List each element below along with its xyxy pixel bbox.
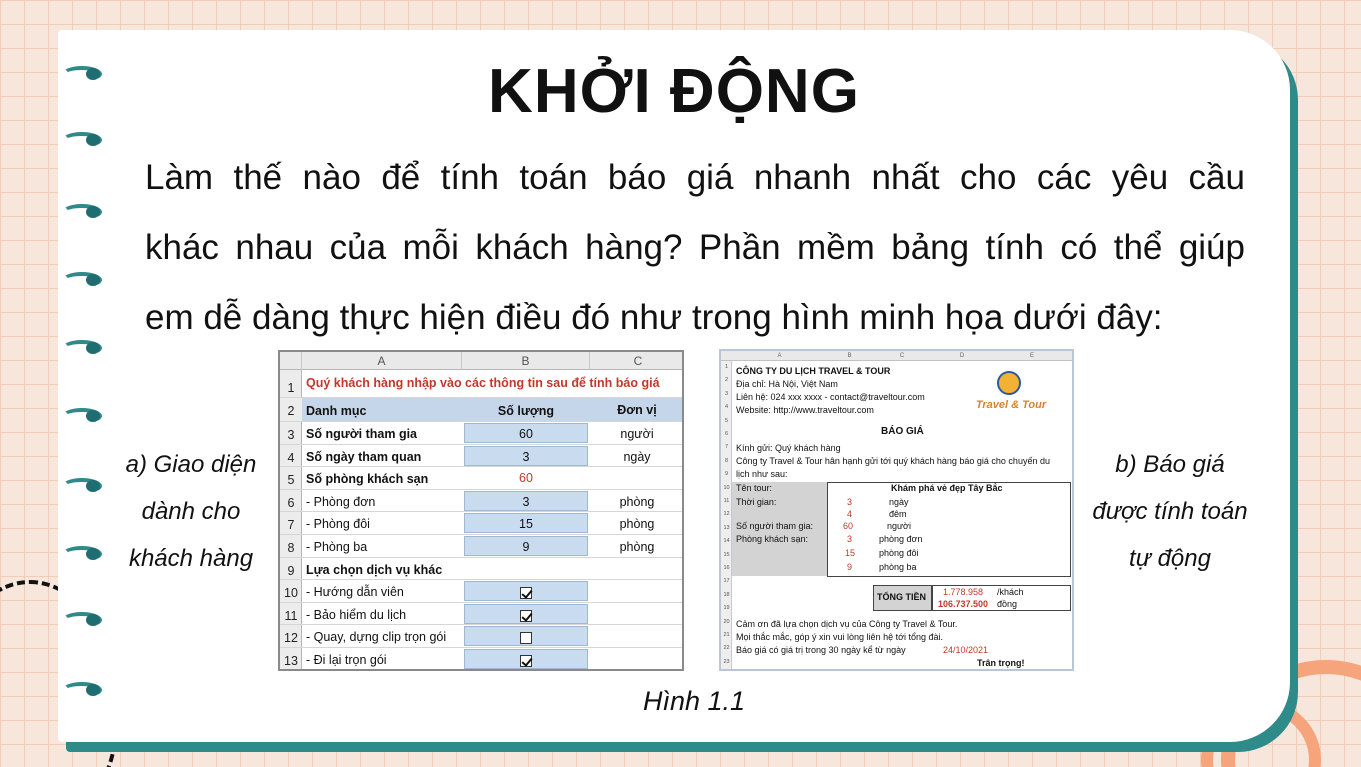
per-person-unit: /khách	[997, 587, 1024, 597]
column-header: A	[777, 353, 782, 359]
days-unit: ngày	[889, 497, 909, 507]
category-cell: Số ngày tham quan	[306, 449, 422, 464]
row-number: 11	[723, 498, 730, 504]
intro-line: Công ty Travel & Tour hân hạnh gửi tới quý khách hàng báo giá cho chuyến du	[736, 456, 1050, 466]
sheet-header-row	[280, 398, 682, 422]
row-number: 3	[724, 390, 729, 397]
label-a-line: a) Giao diện	[125, 451, 257, 478]
sheet-row	[280, 490, 682, 513]
sheet-row	[280, 467, 682, 490]
row-number: 22	[723, 645, 730, 652]
ring-binding	[62, 408, 104, 424]
people-unit: người	[887, 521, 911, 531]
sheet-row	[280, 648, 682, 671]
row-number: 7	[287, 518, 295, 533]
ring-binding	[62, 340, 104, 356]
row-number: 13	[723, 524, 730, 531]
room-single-value: 3	[847, 534, 853, 544]
ring-hole	[86, 480, 100, 492]
row-number: 13	[284, 654, 298, 668]
rooms-label: Phòng khách sạn:	[736, 534, 809, 544]
thanks-note: Cảm ơn đã lựa chọn dịch vụ của Công ty Travel & Tour.	[736, 619, 958, 629]
tour-details-box	[827, 482, 1071, 577]
travel-logo	[973, 369, 1049, 417]
row-number: 10	[284, 586, 298, 601]
figure-caption: Hình 1.1	[642, 686, 746, 716]
ring-hole	[86, 206, 100, 218]
row-number: 20	[723, 618, 730, 625]
intro-line: lịch như sau:	[736, 469, 788, 479]
checkbox-cell[interactable]	[464, 604, 588, 624]
nights-unit: đêm	[889, 509, 907, 519]
category-cell: - Phòng đơn	[306, 494, 376, 509]
row-number: 6	[724, 431, 729, 437]
row-number: 5	[287, 473, 295, 488]
unit-cell: phòng	[619, 540, 655, 554]
quantity-cell: 60	[519, 471, 533, 486]
category-cell: - Hướng dẫn viên	[306, 585, 404, 600]
category-cell: Số phòng khách sạn	[306, 472, 429, 487]
column-header: B	[462, 352, 590, 370]
row-number: 9	[287, 563, 295, 578]
quotation-heading: BÁO GIÁ	[881, 426, 924, 437]
sheet-title: Quý khách hàng nhập vào các thông tin sau để tính báo giá	[306, 376, 660, 390]
row-number: 19	[723, 605, 730, 612]
company-address: Địa chỉ: Hà Nội, Việt Nam	[736, 379, 838, 389]
ring-binding	[62, 546, 104, 562]
row-number: 12	[723, 511, 730, 518]
contact-note: Mọi thắc mắc, góp ý xin vui lòng liên hệ tới tổng đài.	[736, 632, 944, 642]
label-b-line: được tính toán	[1092, 498, 1248, 525]
total-value: 106.737.500	[938, 599, 989, 609]
row-number: 2	[280, 398, 302, 421]
unit-cell: người	[620, 427, 654, 441]
header-category: Danh mục	[306, 404, 367, 418]
customer-input-sheet	[278, 350, 684, 671]
row-number: 23	[723, 658, 730, 665]
unchecked-checkbox[interactable]	[520, 632, 532, 644]
sheet-row	[280, 422, 682, 445]
quantity-cell[interactable]: 9	[464, 536, 588, 556]
quantity-cell[interactable]: 60	[464, 423, 588, 443]
ring-binding	[62, 478, 104, 494]
category-cell: Số người tham gia	[306, 427, 417, 441]
signoff: Trân trọng!	[977, 658, 1025, 668]
validity-note: Báo giá có giá trị trong 30 ngày kể từ ngày	[736, 645, 906, 655]
tour-name: Khám phá vẻ đẹp Tây Bắc	[891, 483, 1003, 493]
row-number: 1	[287, 381, 295, 395]
row-number: 16	[723, 565, 730, 571]
sheet-row	[280, 603, 682, 626]
column-header: C	[899, 353, 905, 359]
checked-checkbox[interactable]	[520, 610, 532, 622]
label-b-line: b) Báo giá	[1115, 451, 1225, 478]
row-number: 18	[723, 591, 730, 598]
corner-cell	[280, 352, 302, 370]
quote-date: 24/10/2021	[943, 645, 989, 655]
label-a-line: khách hàng	[128, 545, 254, 572]
paragraph-line: khác nhau của mỗi khách hàng? Phần mềm bảng tính có thể giúp	[145, 228, 1245, 267]
column-header: C	[633, 354, 643, 368]
header-quantity: Số lượng	[497, 404, 555, 418]
quantity-cell	[464, 559, 588, 579]
unit-cell: phòng	[619, 494, 655, 509]
header-unit: Đơn vị	[617, 403, 657, 417]
people-label: Số người tham gia:	[736, 521, 813, 531]
column-header-row	[280, 352, 682, 370]
sheet-row	[280, 580, 682, 603]
ring-binding	[62, 612, 104, 628]
total-unit: đồng	[997, 599, 1018, 609]
column-header: D	[959, 353, 965, 359]
sheet-row	[280, 370, 682, 398]
intro-paragraph	[145, 143, 1245, 353]
unit-cell: phòng	[619, 517, 655, 532]
sheet-row	[280, 535, 682, 558]
ring-hole	[86, 614, 100, 626]
company-contact: Liên hệ: 024 xxx xxxx - contact@traveltour.com	[736, 392, 925, 402]
sheet-row	[280, 445, 682, 468]
ring-hole	[86, 410, 100, 422]
company-name: CÔNG TY DU LỊCH TRAVEL & TOUR	[736, 366, 891, 376]
ring-hole	[86, 134, 100, 146]
sheet-row	[280, 558, 682, 581]
checkbox-cell[interactable]	[464, 581, 588, 601]
globe-icon	[997, 371, 1021, 395]
category-cell: - Phòng ba	[306, 540, 368, 554]
sheet-row	[280, 625, 682, 648]
row-number: 4	[287, 450, 295, 465]
slide-title: KHỞI ĐỘNG	[488, 57, 860, 126]
column-header: A	[302, 352, 462, 370]
row-number: 3	[287, 428, 295, 442]
sheet-row	[280, 512, 682, 535]
row-number: 4	[724, 404, 729, 411]
row-number: 17	[723, 578, 730, 585]
per-person-value: 1.778.958	[943, 587, 984, 597]
row-number: 8	[724, 457, 729, 464]
days-value: 3	[847, 497, 853, 507]
quantity-cell[interactable]: 3	[464, 446, 588, 466]
row-number: 9	[724, 471, 729, 478]
quantity-cell[interactable]: 3	[464, 491, 588, 511]
room-triple-unit: phòng ba	[879, 562, 917, 572]
ring-hole	[86, 342, 100, 354]
quotation-sheet	[719, 349, 1074, 671]
category-cell: - Bảo hiểm du lịch	[306, 607, 407, 622]
label-a-line: dành cho	[141, 498, 241, 525]
paragraph-line: em dễ dàng thực hiện điều đó như trong hình minh họa dưới đây:	[145, 298, 1163, 337]
column-header: B	[847, 353, 852, 359]
checked-checkbox[interactable]	[520, 587, 532, 599]
room-triple-value: 9	[847, 562, 853, 572]
row-number: 15	[723, 551, 730, 558]
row-number: 8	[287, 541, 295, 555]
tour-label: Tên tour:	[736, 483, 773, 493]
room-double-value: 15	[845, 548, 856, 558]
ring-binding	[62, 132, 104, 148]
row-number: 12	[284, 631, 298, 646]
label-b	[1078, 441, 1262, 582]
ring-hole	[86, 274, 100, 286]
label-a	[112, 441, 270, 582]
row-number: 6	[287, 495, 295, 510]
category-cell: - Quay, dựng clip trọn gói	[306, 630, 447, 645]
column-header: E	[1029, 353, 1034, 359]
ring-hole	[86, 548, 100, 560]
time-label: Thời gian:	[736, 497, 777, 507]
row-number: 21	[723, 632, 730, 638]
category-cell: - Đi lại trọn gói	[306, 653, 387, 667]
nights-value: 4	[847, 509, 853, 519]
label-b-line: tự động	[1129, 545, 1211, 572]
row-number: 2	[724, 377, 729, 384]
ring-binding	[62, 204, 104, 220]
row-number: 11	[284, 608, 298, 623]
checkbox-cell[interactable]	[464, 649, 588, 669]
category-cell: Lựa chọn dịch vụ khác	[306, 562, 443, 577]
room-single-unit: phòng đơn	[879, 534, 923, 544]
row-number: 7	[724, 444, 729, 451]
checked-checkbox[interactable]	[520, 655, 532, 667]
quantity-cell[interactable]: 15	[464, 513, 588, 533]
column-header-row	[721, 351, 1072, 361]
room-double-unit: phòng đôi	[879, 548, 919, 558]
checkbox-cell[interactable]	[464, 626, 588, 646]
row-number: 5	[724, 417, 729, 424]
logo-text: Travel & Tour	[975, 399, 1047, 411]
row-number: 14	[723, 538, 730, 545]
paragraph-line: Làm thế nào để tính toán báo giá nhanh nhất cho các yêu cầu	[145, 158, 1245, 197]
company-website: Website: http://www.traveltour.com	[736, 405, 874, 415]
unit-cell: ngày	[623, 449, 651, 464]
total-label: TỔNG TIỀN	[877, 592, 926, 602]
greeting: Kính gửi: Quý khách hàng	[736, 443, 841, 453]
row-number: 1	[724, 364, 729, 370]
people-value: 60	[843, 521, 854, 531]
row-number: 10	[723, 484, 730, 491]
ring-binding	[62, 272, 104, 288]
category-cell: - Phòng đôi	[306, 517, 370, 532]
